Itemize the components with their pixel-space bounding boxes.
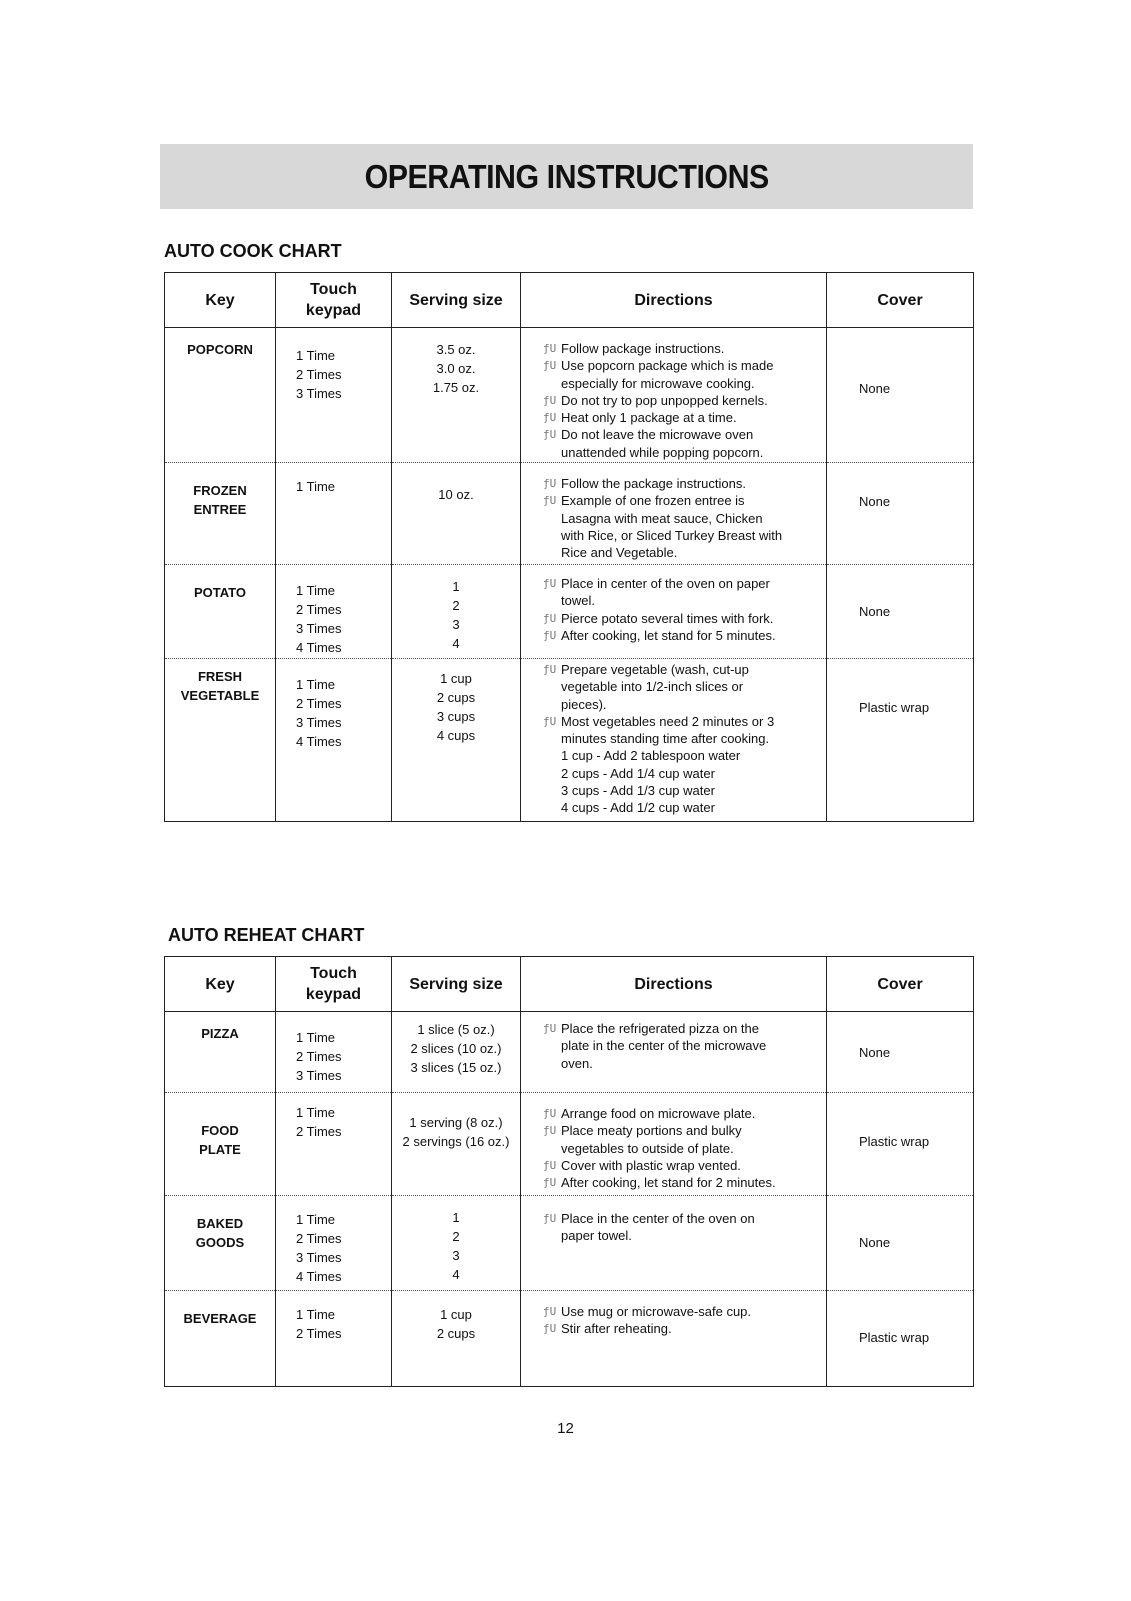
bullet-icon: ƒU: [543, 1107, 557, 1120]
cover-cell: [827, 328, 974, 463]
directions-cell: [521, 1291, 827, 1387]
direction-item: [543, 1320, 826, 1337]
bullet-icon: ƒU: [543, 1305, 557, 1318]
touch-count-line: 1 Time: [296, 1030, 336, 1045]
direction-text: Arrange food on microwave plate.: [561, 1106, 756, 1121]
touch-count-line: 4 Times: [296, 640, 342, 655]
direction-text: Prepare vegetable (wash, cut-up: [561, 662, 749, 677]
serving-size-line: 1: [452, 1210, 460, 1225]
direction-text: Place in the center of the oven on: [561, 1211, 755, 1226]
key-cell: [165, 328, 276, 463]
serving-size-line: 2: [452, 598, 460, 613]
table-row: [165, 1291, 974, 1387]
serving-size-line: 10 oz.: [438, 487, 474, 502]
direction-text: Place meaty portions and bulky: [561, 1123, 742, 1139]
touch-count-line: 1 Time: [296, 677, 336, 692]
direction-continuation: unattended while popping popcorn.: [561, 444, 764, 460]
direction-item: [543, 661, 826, 678]
table-row: [165, 565, 974, 659]
key-name-line: POTATO: [194, 585, 246, 600]
serving-size-line: 1 cup: [440, 1307, 472, 1322]
direction-item: [543, 627, 826, 644]
header-serving: Serving size: [392, 957, 521, 1012]
direction-continuation: vegetables to outside of plate.: [561, 1140, 734, 1156]
auto-reheat-title: AUTO REHEAT CHART: [168, 925, 365, 945]
cover-value: None: [859, 494, 891, 509]
direction-item: [543, 1157, 826, 1174]
key-name-line: BEVERAGE: [183, 1311, 257, 1326]
touch-count-line: 2 Times: [296, 367, 342, 382]
serving-cell: [392, 1291, 521, 1387]
serving-size-line: 2: [452, 1229, 460, 1244]
touch-cell: [276, 1012, 392, 1093]
directions-cell: [521, 1012, 827, 1093]
bullet-icon: ƒU: [543, 1124, 557, 1138]
direction-text: Example of one frozen entree is: [561, 493, 745, 509]
directions-cell: [521, 659, 827, 822]
direction-item: [543, 357, 826, 374]
direction-continuation: Lasagna with meat sauce, Chicken: [561, 510, 763, 526]
direction-text: Pierce potato several times with fork.: [561, 610, 774, 626]
bullet-icon: ƒU: [543, 494, 557, 508]
bullet-icon: ƒU: [543, 611, 557, 625]
touch-cell: [276, 659, 392, 822]
direction-text: Cover with plastic wrap vented.: [561, 1157, 741, 1173]
serving-cell: [392, 1012, 521, 1093]
serving-size-line: 1: [452, 579, 460, 594]
touch-cell: [276, 1093, 392, 1196]
direction-text: Use mug or microwave-safe cup.: [561, 1304, 752, 1319]
serving-size-line: 3.0 oz.: [436, 361, 476, 376]
touch-count-line: 3 Times: [296, 386, 342, 401]
header-row: [165, 957, 974, 1012]
header-cover: Cover: [827, 957, 974, 1012]
cover-value: None: [859, 1045, 891, 1060]
header-touch: Touch keypad: [276, 957, 392, 1012]
header-serving: Serving size: [392, 273, 521, 328]
key-name-line: FRESH: [197, 669, 243, 684]
touch-count-line: 1 Time: [296, 1212, 336, 1227]
auto-reheat-table: [164, 956, 974, 1387]
bullet-icon: ƒU: [543, 1176, 557, 1190]
direction-item: [543, 713, 826, 730]
cover-value: None: [859, 1235, 891, 1250]
bullet-icon: ƒU: [543, 342, 557, 355]
touch-count-line: 1 Time: [296, 479, 336, 494]
direction-continuation: paper towel.: [561, 1228, 632, 1244]
direction-continuation: with Rice, or Sliced Turkey Breast with: [561, 527, 783, 543]
bullet-icon: ƒU: [543, 359, 557, 373]
directions-cell: [521, 328, 827, 463]
direction-item: [543, 610, 826, 627]
touch-cell: [276, 565, 392, 659]
touch-count-line: 3 Times: [296, 715, 342, 730]
serving-size-line: 2 servings (16 oz.): [402, 1134, 510, 1149]
key-name-line: GOODS: [195, 1235, 245, 1250]
direction-item: [543, 475, 826, 492]
touch-count-line: 3 Times: [296, 1068, 342, 1083]
direction-item: [543, 1303, 826, 1320]
key-name-line: FOOD: [201, 1123, 239, 1138]
touch-count-line: 2 Times: [296, 1231, 342, 1246]
bullet-icon: ƒU: [543, 1212, 557, 1225]
direction-text: Use popcorn package which is made: [561, 358, 774, 374]
touch-count-line: 3 Times: [296, 621, 342, 636]
header-touch: Touch keypad: [276, 273, 392, 328]
direction-text: Place in center of the oven on paper: [561, 576, 770, 591]
directions-cell: [521, 1196, 827, 1291]
serving-size-line: 3.5 oz.: [436, 342, 476, 357]
auto-cook-title: AUTO COOK CHART: [164, 241, 342, 261]
direction-text: Heat only 1 package at a time.: [561, 410, 737, 426]
header-directions: Directions: [521, 957, 827, 1012]
direction-text: Place the refrigerated pizza on the: [561, 1021, 760, 1036]
direction-item: [543, 426, 826, 443]
bullet-icon: ƒU: [543, 1322, 557, 1336]
cover-value: Plastic wrap: [859, 1134, 930, 1149]
table-row: [165, 1196, 974, 1291]
direction-item: [543, 492, 826, 509]
header-key: Key: [165, 273, 276, 328]
touch-count-line: 2 Times: [296, 1049, 342, 1064]
table-row: [165, 1012, 974, 1093]
serving-size-line: 3: [452, 617, 460, 632]
table-row: [165, 1093, 974, 1196]
serving-size-line: 1.75 oz.: [432, 380, 480, 395]
cover-cell: [827, 1012, 974, 1093]
header-directions: Directions: [521, 273, 827, 328]
cover-value: Plastic wrap: [859, 700, 930, 715]
touch-cell: [276, 328, 392, 463]
cover-cell: [827, 565, 974, 659]
key-cell: [165, 659, 276, 822]
touch-count-line: 1 Time: [296, 583, 336, 598]
header-key: Key: [165, 957, 276, 1012]
table-row: [165, 328, 974, 463]
direction-item: [543, 1020, 826, 1037]
serving-cell: [392, 328, 521, 463]
title-banner: [160, 144, 973, 209]
serving-size-line: 4: [452, 1267, 460, 1282]
key-name-line: BAKED: [196, 1216, 244, 1231]
serving-size-line: 2 cups: [436, 690, 476, 705]
direction-continuation: towel.: [561, 593, 595, 609]
direction-item: [543, 340, 826, 357]
key-name-line: POPCORN: [187, 342, 253, 357]
touch-count-line: 2 Times: [296, 1326, 342, 1341]
directions-cell: [521, 1093, 827, 1196]
direction-item: [543, 1122, 826, 1139]
key-name-line: PIZZA: [201, 1026, 239, 1041]
serving-size-line: 3 cups: [436, 709, 476, 724]
header-row: [165, 273, 974, 328]
table-row: [165, 463, 974, 565]
page-number: 12: [557, 1420, 574, 1437]
direction-text: Do not try to pop unpopped kernels.: [561, 392, 768, 408]
bullet-icon: ƒU: [543, 1158, 557, 1172]
serving-cell: [392, 565, 521, 659]
direction-continuation: oven.: [561, 1055, 593, 1071]
touch-count-line: 1 Time: [296, 1105, 336, 1120]
bullet-icon: ƒU: [543, 393, 557, 407]
table-row: [165, 659, 974, 822]
direction-continuation: pieces).: [561, 696, 607, 712]
serving-cell: [392, 1196, 521, 1291]
page-title: OPERATING INSTRUCTIONS: [364, 157, 769, 195]
key-cell: [165, 1291, 276, 1387]
directions-cell: [521, 463, 827, 565]
touch-count-line: 2 Times: [296, 696, 342, 711]
touch-count-line: 2 Times: [296, 1124, 342, 1139]
cover-cell: [827, 463, 974, 565]
direction-continuation: 4 cups - Add 1/2 cup water: [561, 800, 715, 816]
bullet-icon: ƒU: [543, 428, 557, 442]
key-cell: [165, 463, 276, 565]
cover-cell: [827, 659, 974, 822]
direction-text: Follow the package instructions.: [561, 476, 746, 491]
cover-value: None: [859, 381, 891, 396]
bullet-icon: ƒU: [543, 1022, 557, 1035]
directions-cell: [521, 565, 827, 659]
serving-size-line: 1 cup: [440, 671, 472, 686]
touch-cell: [276, 463, 392, 565]
direction-item: [543, 1105, 826, 1122]
serving-size-line: 1 slice (5 oz.): [417, 1022, 495, 1037]
direction-item: [543, 1174, 826, 1191]
direction-continuation: 3 cups - Add 1/3 cup water: [561, 783, 715, 799]
serving-cell: [392, 463, 521, 565]
direction-continuation: minutes standing time after cooking.: [561, 731, 770, 747]
key-name-line: FROZEN: [193, 483, 247, 498]
direction-text: Most vegetables need 2 minutes or 3: [561, 713, 775, 729]
touch-count-line: 4 Times: [296, 1269, 342, 1284]
key-cell: [165, 565, 276, 659]
header-cover: Cover: [827, 273, 974, 328]
cover-value: None: [859, 604, 891, 619]
direction-continuation: 2 cups - Add 1/4 cup water: [561, 765, 715, 781]
direction-continuation: plate in the center of the microwave: [561, 1038, 767, 1054]
key-name-line: PLATE: [199, 1142, 241, 1157]
touch-count-line: 1 Time: [296, 348, 336, 363]
direction-continuation: Rice and Vegetable.: [561, 545, 678, 561]
direction-continuation: vegetable into 1/2-inch slices or: [561, 679, 744, 695]
bullet-icon: ƒU: [543, 714, 557, 728]
key-cell: [165, 1093, 276, 1196]
direction-text: Stir after reheating.: [561, 1321, 672, 1337]
direction-text: Do not leave the microwave oven: [561, 427, 754, 443]
serving-size-line: 4 cups: [436, 728, 476, 743]
direction-text: After cooking, let stand for 5 minutes.: [561, 627, 776, 643]
cover-cell: [827, 1196, 974, 1291]
direction-text: After cooking, let stand for 2 minutes.: [561, 1175, 776, 1191]
direction-item: [543, 409, 826, 426]
bullet-icon: ƒU: [543, 628, 557, 642]
direction-item: [543, 1210, 826, 1227]
key-cell: [165, 1196, 276, 1291]
direction-continuation: 1 cup - Add 2 tablespoon water: [561, 748, 741, 764]
touch-count-line: 3 Times: [296, 1250, 342, 1265]
key-name-line: VEGETABLE: [180, 688, 260, 703]
touch-count-line: 4 Times: [296, 734, 342, 749]
auto-cook-table: [164, 272, 974, 822]
key-cell: [165, 1012, 276, 1093]
touch-cell: [276, 1291, 392, 1387]
touch-cell: [276, 1196, 392, 1291]
bullet-icon: ƒU: [543, 411, 557, 425]
key-name-line: ENTREE: [193, 502, 247, 517]
bullet-icon: ƒU: [543, 477, 557, 490]
serving-size-line: 2 slices (10 oz.): [410, 1041, 502, 1056]
cover-cell: [827, 1291, 974, 1387]
touch-count-line: 2 Times: [296, 602, 342, 617]
serving-size-line: 2 cups: [436, 1326, 476, 1341]
direction-text: Follow package instructions.: [561, 341, 725, 356]
serving-size-line: 1 serving (8 oz.): [409, 1115, 503, 1130]
direction-item: [543, 575, 826, 592]
serving-size-line: 3 slices (15 oz.): [410, 1060, 502, 1075]
cover-cell: [827, 1093, 974, 1196]
serving-size-line: 4: [452, 636, 460, 651]
direction-item: [543, 392, 826, 409]
touch-count-line: 1 Time: [296, 1307, 336, 1322]
serving-cell: [392, 659, 521, 822]
bullet-icon: ƒU: [543, 577, 557, 590]
cover-value: Plastic wrap: [859, 1330, 930, 1345]
bullet-icon: ƒU: [543, 663, 557, 676]
serving-cell: [392, 1093, 521, 1196]
serving-size-line: 3: [452, 1248, 460, 1263]
direction-continuation: especially for microwave cooking.: [561, 375, 755, 391]
